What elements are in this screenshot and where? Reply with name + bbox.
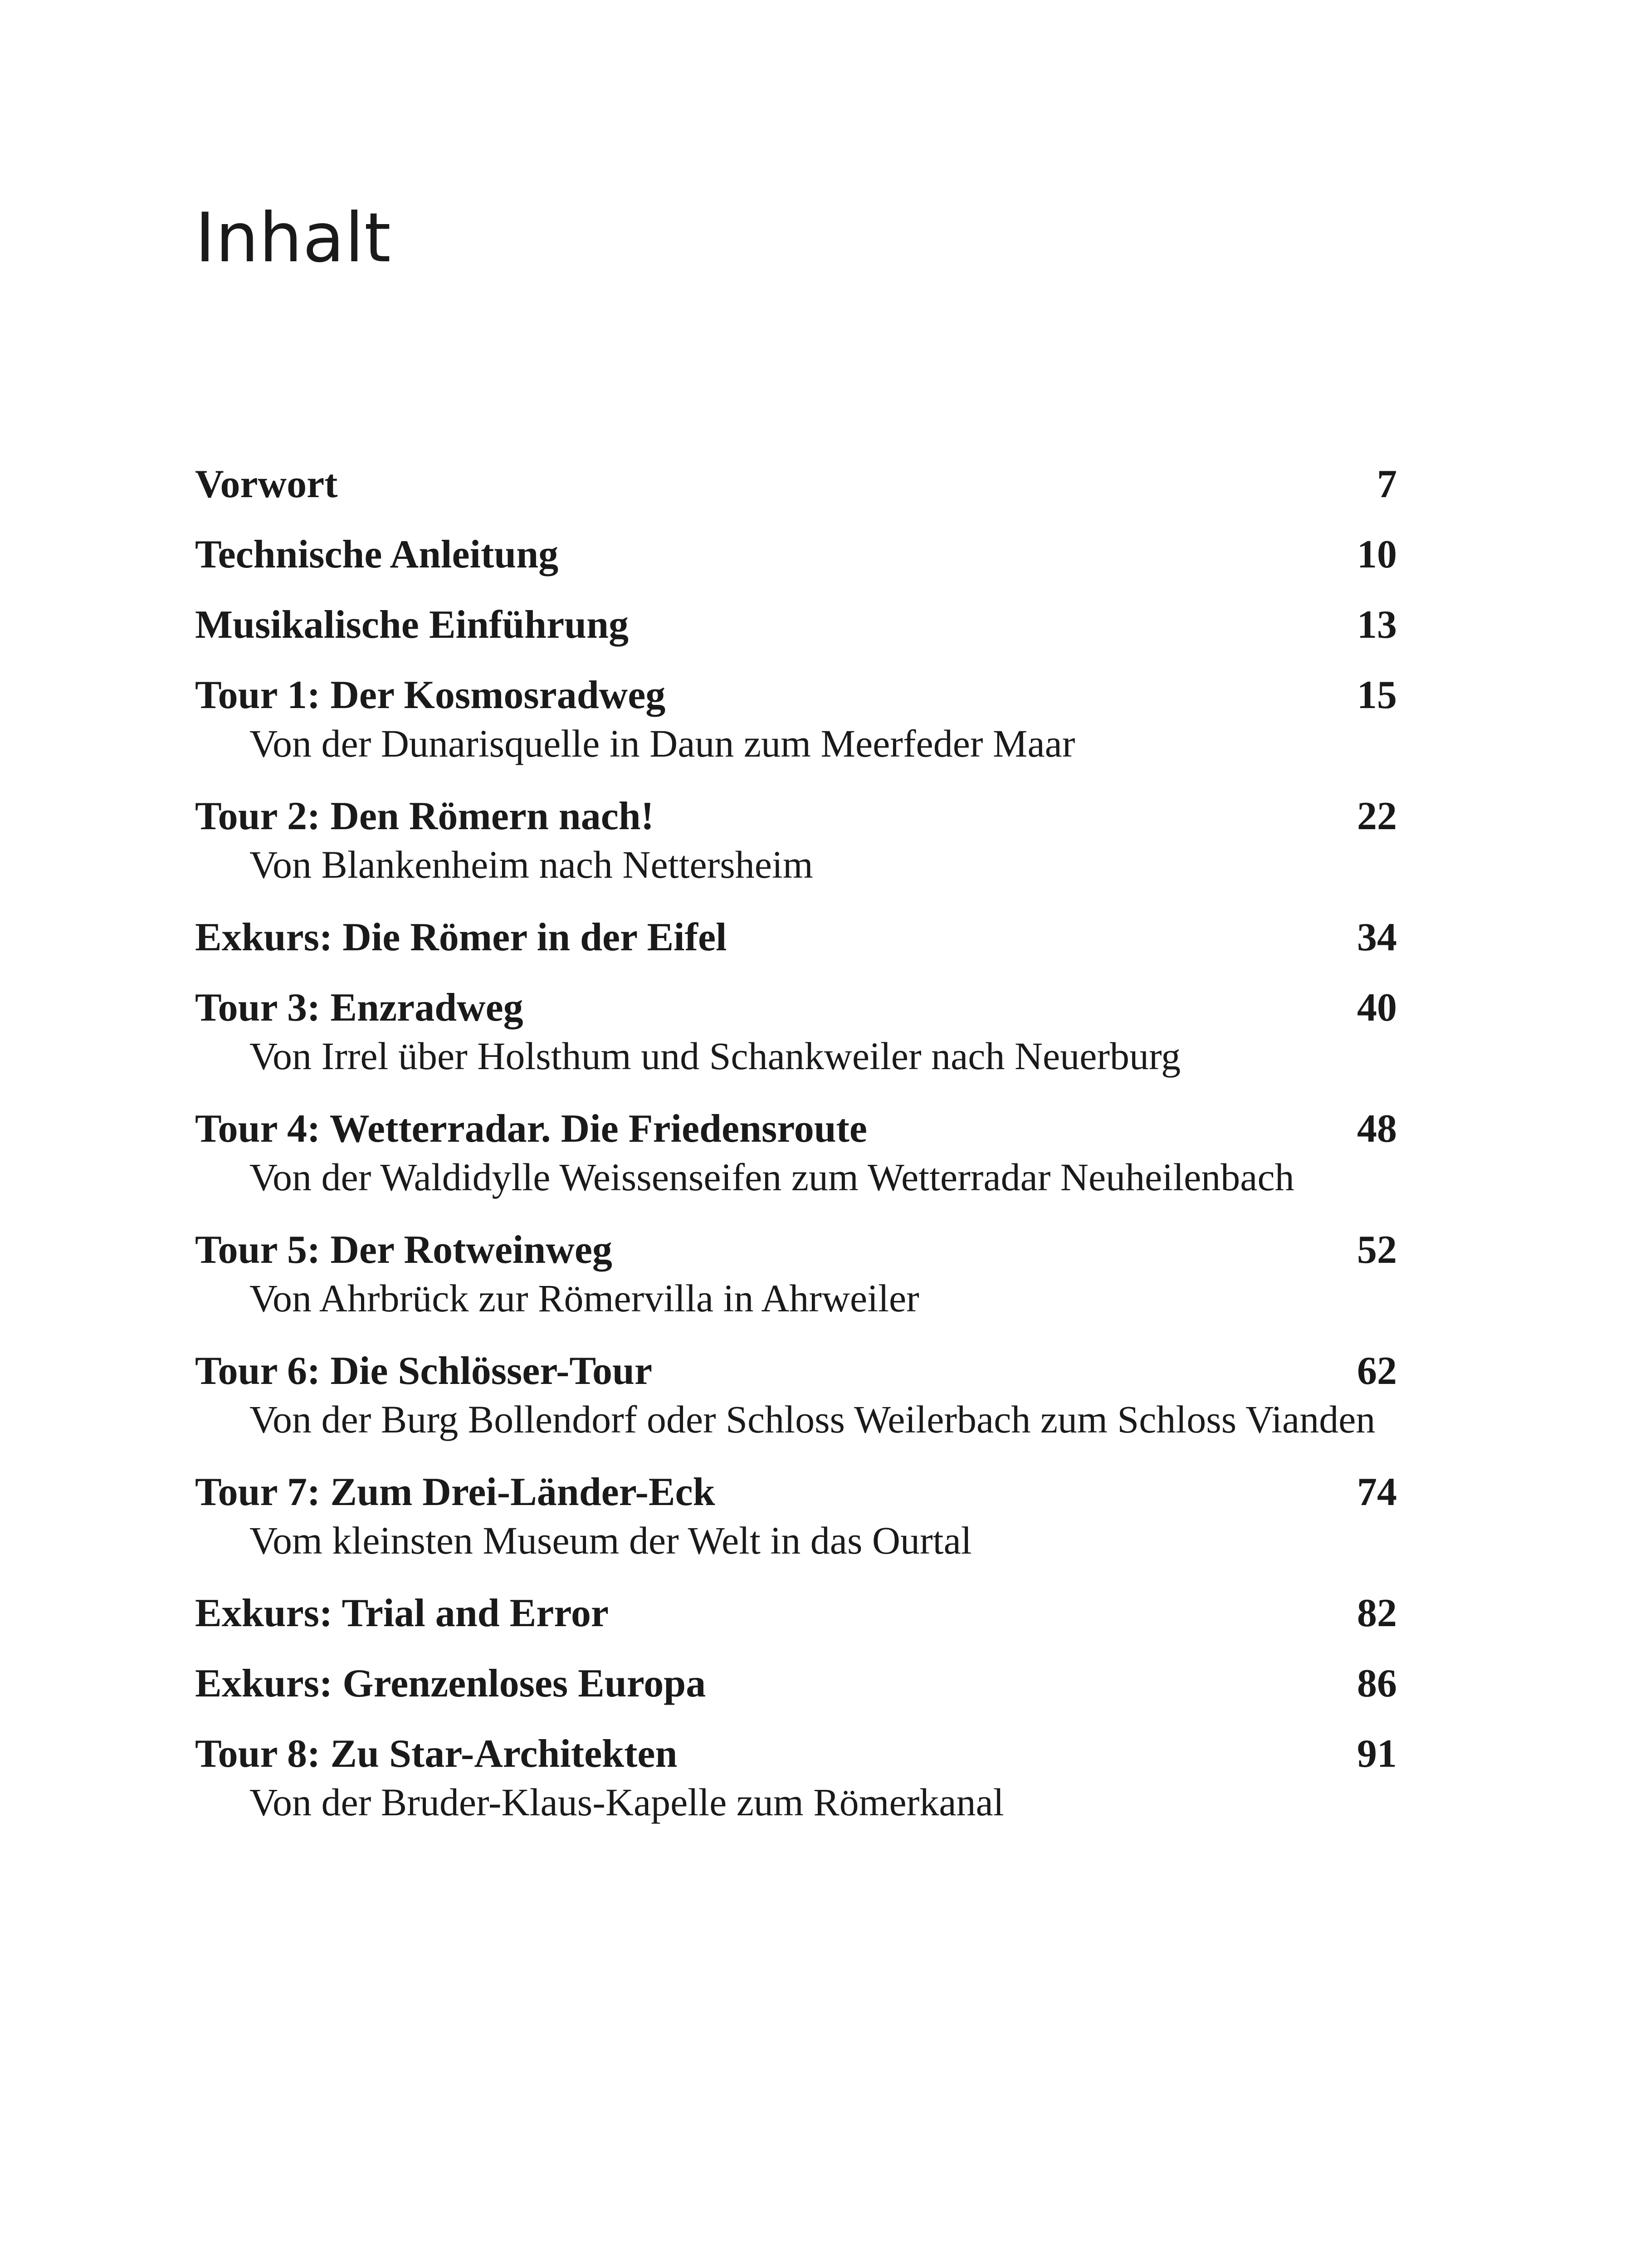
toc-entry-tour-1[interactable] — [195, 660, 1397, 781]
toc-entry-title: Tour 2: Den Römern nach! — [195, 794, 654, 838]
toc-entry-title: Exkurs: Die Römer in der Eifel — [195, 915, 727, 959]
toc-entry-page-number: 40 — [1357, 986, 1397, 1030]
toc-entry-tour-3[interactable] — [195, 973, 1397, 1094]
toc-entry-page-number: 15 — [1357, 673, 1397, 717]
toc-entry-subtitle: Von der Dunarisquelle in Daun zum Meerfeder Maar — [249, 722, 1075, 765]
toc-entry-page-number: 86 — [1357, 1662, 1397, 1706]
toc-entry-subtitle: Vom kleinsten Museum der Welt in das Ourtal — [249, 1519, 972, 1562]
toc-entry-exkurs-roemer[interactable] — [195, 902, 1397, 973]
toc-entry-page-number: 52 — [1357, 1228, 1397, 1272]
toc-entry-exkurs-europa[interactable] — [195, 1648, 1397, 1719]
toc-entry-page-number: 48 — [1357, 1107, 1397, 1151]
toc-entry-tour-7[interactable] — [195, 1457, 1397, 1578]
toc-entry-page-number: 91 — [1357, 1732, 1397, 1776]
toc-entry-title: Technische Anleitung — [195, 533, 559, 577]
toc-entry-title: Tour 7: Zum Drei-Länder-Eck — [195, 1470, 715, 1514]
toc-entry-title: Tour 5: Der Rotweinweg — [195, 1228, 612, 1272]
toc-entry-title: Tour 1: Der Kosmosradweg — [195, 673, 666, 717]
toc-entry-tour-5[interactable] — [195, 1215, 1397, 1336]
toc-entry-title: Tour 4: Wetterradar. Die Friedensroute — [195, 1107, 867, 1151]
toc-entry-title: Tour 8: Zu Star-Architekten — [195, 1732, 678, 1776]
toc-entry-page-number: 74 — [1357, 1470, 1397, 1514]
toc-entry-page-number: 13 — [1357, 603, 1397, 647]
toc-entry-title: Tour 3: Enzradweg — [195, 986, 523, 1030]
toc-entry-page-number: 7 — [1377, 462, 1397, 506]
toc-entry-title: Exkurs: Trial and Error — [195, 1591, 609, 1635]
toc-entry-tour-2[interactable] — [195, 781, 1397, 902]
toc-entry-tour-6[interactable] — [195, 1336, 1397, 1457]
toc-entry-subtitle: Von Blankenheim nach Nettersheim — [249, 843, 813, 886]
toc-entry-musikalische-einfuehrung[interactable] — [195, 590, 1397, 660]
toc-entry-exkurs-trial[interactable] — [195, 1578, 1397, 1648]
page-title: Inhalt — [195, 199, 391, 278]
toc-entry-title: Tour 6: Die Schlösser-Tour — [195, 1349, 653, 1393]
toc-entry-subtitle: Von der Burg Bollendorf oder Schloss Weilerbach zum Schloss Vianden — [249, 1398, 1376, 1441]
toc-entry-subtitle: Von Irrel über Holsthum und Schankweiler nach Neuerburg — [249, 1034, 1181, 1078]
toc-entry-tour-8[interactable] — [195, 1719, 1397, 1840]
toc-entry-subtitle: Von Ahrbrück zur Römervilla in Ahrweiler — [249, 1276, 919, 1320]
toc-entry-page-number: 22 — [1357, 794, 1397, 838]
toc-entry-subtitle: Von der Bruder-Klaus-Kapelle zum Römerkanal — [249, 1780, 1004, 1824]
table-of-contents — [195, 449, 1397, 1840]
toc-entry-tour-4[interactable] — [195, 1094, 1397, 1215]
toc-entry-title: Musikalische Einführung — [195, 603, 629, 647]
toc-entry-subtitle: Von der Waldidylle Weissenseifen zum Wetterradar Neuheilenbach — [249, 1155, 1294, 1199]
toc-entry-vorwort[interactable] — [195, 449, 1397, 519]
toc-entry-page-number: 62 — [1357, 1349, 1397, 1393]
toc-entry-page-number: 82 — [1357, 1591, 1397, 1635]
toc-entry-technische-anleitung[interactable] — [195, 519, 1397, 590]
toc-entry-page-number: 10 — [1357, 533, 1397, 577]
toc-entry-title: Vorwort — [195, 462, 338, 506]
toc-entry-title: Exkurs: Grenzenloses Europa — [195, 1662, 706, 1706]
toc-entry-page-number: 34 — [1357, 915, 1397, 959]
